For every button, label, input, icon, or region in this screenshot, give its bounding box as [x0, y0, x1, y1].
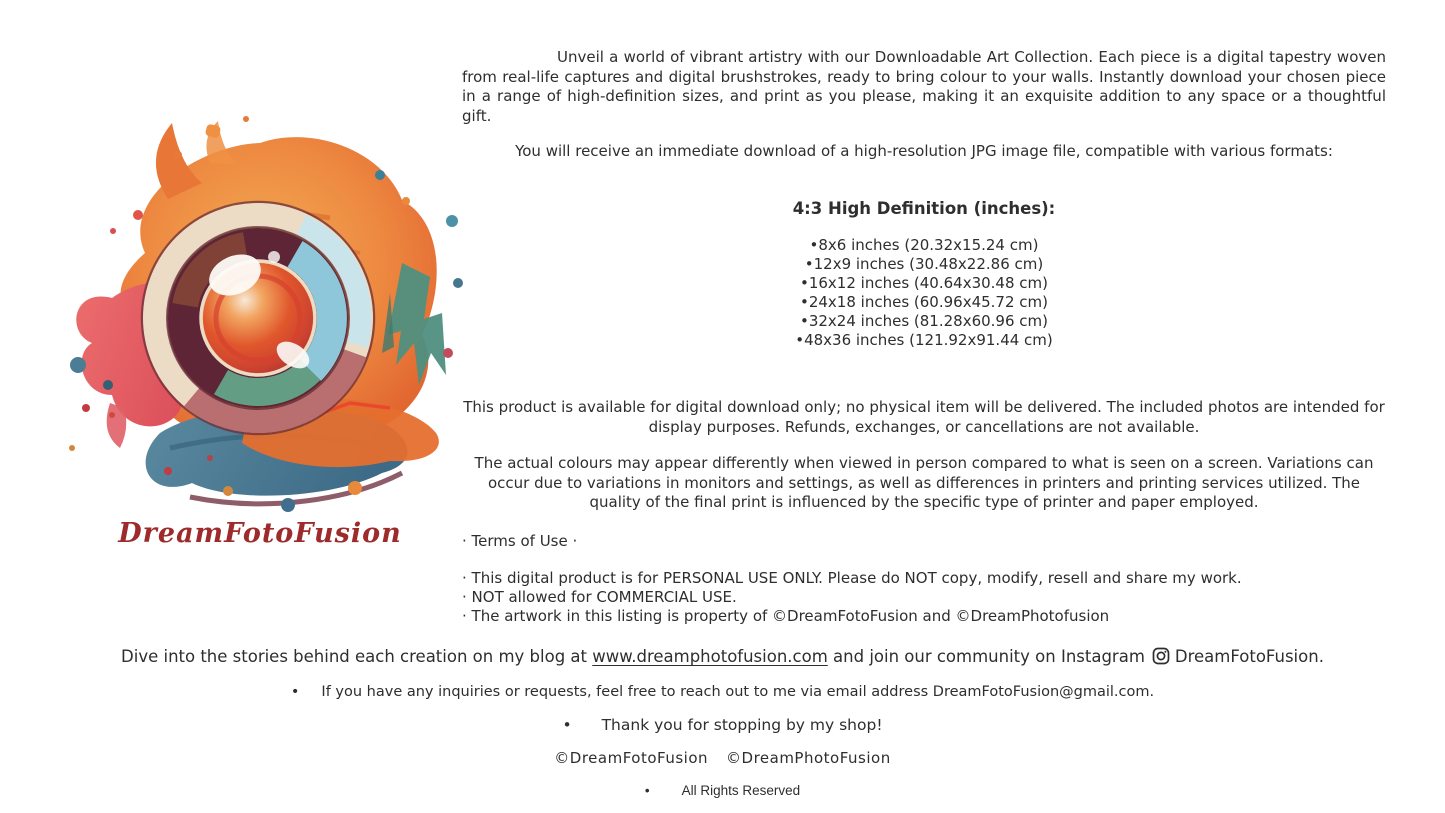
blog-line-prefix: Dive into the stories behind each creation on my blog at [121, 647, 593, 666]
rights-line [0, 783, 1445, 798]
thanks-text: Thank you for stopping by my shop! [601, 716, 883, 734]
bullet: • [562, 716, 572, 734]
instagram-handle: DreamFotoFusion. [1174, 647, 1324, 666]
size-item: •32x24 inches (81.28x60.96 cm) [800, 312, 1048, 330]
logo-artwork-svg [50, 103, 470, 523]
sizes-heading: 4:3 High Definition (inches): [792, 198, 1056, 218]
instagram-icon [1152, 647, 1170, 669]
bullet: • [644, 783, 650, 798]
listing-description [462, 40, 1386, 626]
blog-link[interactable]: www.dreamphotofusion.com [592, 647, 828, 666]
colour-variation-disclaimer: The actual colours may appear differently when viewed in person compared to what is seen on a screen. Variations can occur due to variations in monitors and settings, as well as differences in printers and printing services utilized. The quality of the final print is influenced by the specific type of printer and paper employed. [474, 454, 1374, 511]
copyright-dreamphotofusion: ©DreamPhotoFusion [726, 749, 891, 767]
size-item: •48x36 inches (121.92x91.44 cm) [795, 331, 1053, 349]
size-item: •12x9 inches (30.48x22.86 cm) [804, 255, 1044, 273]
terms-item: · NOT allowed for COMMERCIAL USE. [462, 588, 737, 606]
sizes-list [462, 236, 1386, 350]
receive-line: You will receive an immediate download of a high-resolution JPG image file, compatible with various formats: [515, 142, 1333, 160]
terms-item: · The artwork in this listing is property of ©DreamFotoFusion and ©DreamPhotofusion [462, 607, 1110, 625]
blog-line-middle: and join our community on Instagram [827, 647, 1145, 666]
size-item: •16x12 inches (40.64x30.48 cm) [800, 274, 1048, 292]
rights-text: All Rights Reserved [681, 783, 801, 798]
contact-line [0, 684, 1445, 700]
camera-lens-paint-splash-logo [50, 103, 470, 523]
intro-paragraph: Unveil a world of vibrant artistry with our Downloadable Art Collection. Each piece is a digital tapestry woven from real-life captures and digital brushstrokes, ready to bring colour to your walls. Instantly download your chosen piece in a range of high-definition sizes, and print as you please, making it an exquisite addition to any space or a thoughtful gift. [462, 48, 1386, 125]
contact-text: If you have any inquiries or requests, feel free to reach out to me via email address DreamFotoFusion@gmail.com. [321, 684, 1155, 700]
terms-item: · This digital product is for PERSONAL USE ONLY. Please do NOT copy, modify, resell and share my work. [462, 569, 1242, 587]
terms-heading: · Terms of Use · [462, 531, 578, 550]
brand-name: DreamFotoFusion [118, 518, 402, 549]
size-item: •8x6 inches (20.32x15.24 cm) [809, 236, 1039, 254]
copyright-dreamfotofusion: ©DreamFotoFusion [554, 749, 709, 767]
terms-list [462, 569, 1386, 626]
bullet: • [290, 684, 300, 700]
digital-only-disclaimer: This product is available for digital download only; no physical item will be delivered. The included photos are intended for display purposes. Refunds, exchanges, or cancellations are not available. [463, 398, 1385, 436]
blog-community-line [0, 647, 1445, 669]
copyright-line [0, 749, 1445, 767]
size-item: •24x18 inches (60.96x45.72 cm) [800, 293, 1048, 311]
thanks-line [0, 716, 1445, 734]
